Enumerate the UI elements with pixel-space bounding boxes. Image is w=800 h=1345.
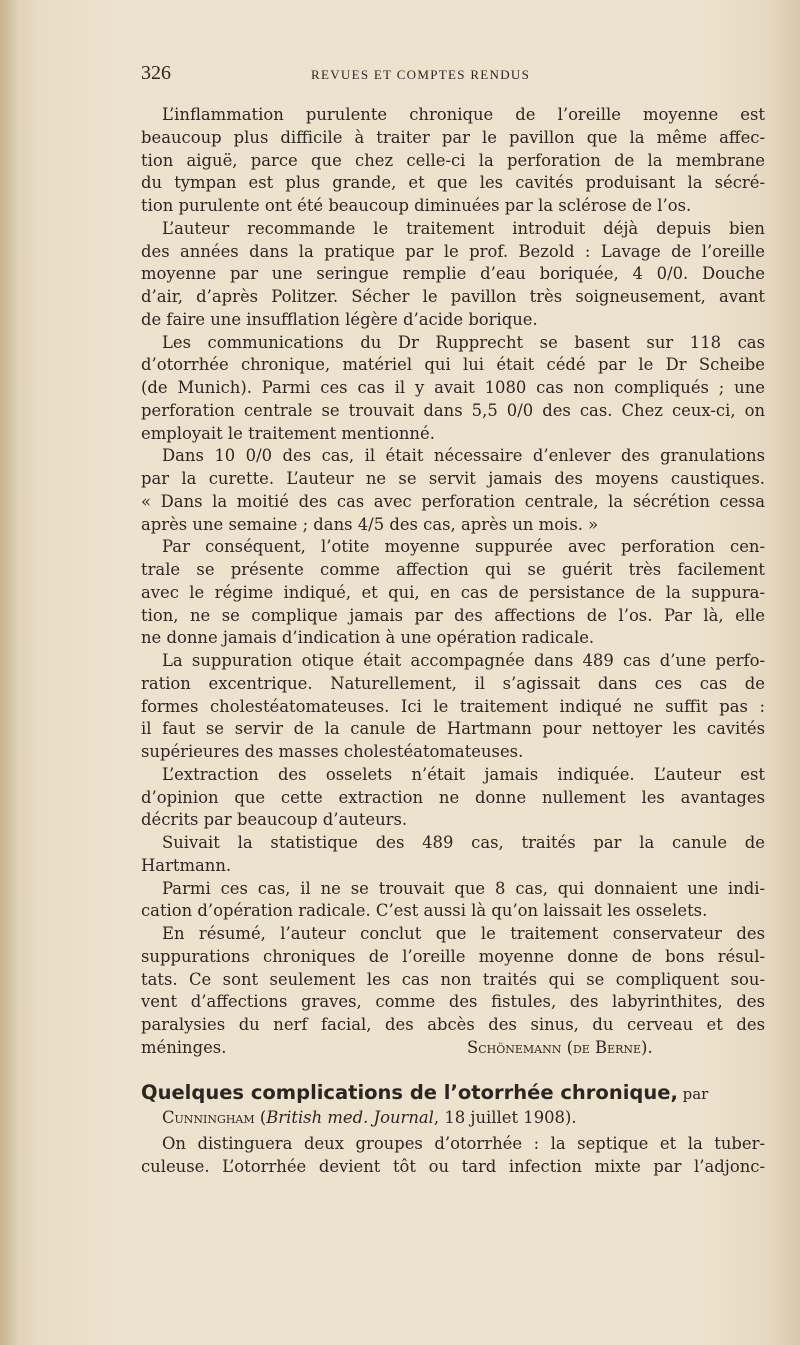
text-line: d’air, d’après Politzer. Sécher le pavillon très soigneusement, avant bbox=[141, 287, 765, 306]
text-line: perforation centrale se trouvait dans 5,5 0/0 des cas. Chez ceux-ci, on bbox=[141, 400, 765, 420]
text-line: suppurations chroniques de l’oreille moyenne donne de bons résul- bbox=[141, 946, 765, 966]
article-by: par bbox=[677, 1085, 709, 1103]
text-line: L’inflammation purulente chronique de l’oreille moyenne est bbox=[162, 105, 765, 124]
article-body bbox=[141, 104, 765, 1060]
text-line: L’auteur recommande le traitement introduit déjà depuis bien bbox=[162, 218, 765, 238]
text-line: beaucoup plus difficile à traiter par le pavillon que la même affec- bbox=[141, 127, 765, 147]
text-line: cation d’opération radicale. C’est aussi là qu’on laissait les osselets. bbox=[141, 901, 708, 921]
text-line: paralysies du nerf facial, des abcès des sinus, du cerveau et des bbox=[141, 1015, 765, 1034]
text-line: supérieures des masses cholestéatomateuses. bbox=[141, 742, 524, 761]
text-line: En résumé, l’auteur conclut que le traitement conservateur des bbox=[162, 924, 765, 943]
text-line: avec le régime indiqué, et qui, en cas de persistance de la suppura- bbox=[141, 582, 765, 602]
text-line: tion purulente ont été beaucoup diminuées par la sclérose de l’os. bbox=[141, 196, 692, 215]
text-line: ration excentrique. Naturellement, il s’agissait dans ces cas de bbox=[141, 673, 765, 693]
text-line: du tympan est plus grande, et que les cavités produisant la sécré- bbox=[141, 173, 765, 193]
text-line: La suppuration otique était accompagnée dans 489 cas d’une perfo- bbox=[162, 651, 765, 670]
article-source: (British med. Journal, 18 juillet 1908). bbox=[254, 1108, 577, 1127]
closing-word: méninges. bbox=[141, 1037, 227, 1057]
text-line: Dans 10 0/0 des cas, il était nécessaire d’enlever des granulations bbox=[162, 446, 765, 466]
signature-line bbox=[141, 1037, 765, 1060]
text-line: tion aiguë, parce que chez celle-ci la perforation de la membrane bbox=[141, 150, 765, 170]
text-line: de faire une insufflation légère d’acide borique. bbox=[141, 309, 538, 329]
text-line: (de Munich). Parmi ces cas il y avait 1080 cas non compliqués ; une bbox=[141, 378, 765, 397]
text-line: par la curette. L’auteur ne se servit jamais des moyens caustiques. bbox=[141, 469, 765, 488]
article2-body bbox=[141, 1133, 765, 1179]
text-line: moyenne par une seringue remplie d’eau boriquée, 4 0/0. Douche bbox=[141, 264, 765, 284]
text-line: Parmi ces cas, il ne se trouvait que 8 cas, qui donnaient une indi- bbox=[162, 878, 765, 898]
text-line: employait le traitement mentionné. bbox=[141, 423, 435, 443]
text-line: d’opinion que cette extraction ne donne nullement les avantages bbox=[141, 787, 765, 807]
text-line: Suivait la statistique des 489 cas, traités par la canule de bbox=[162, 833, 765, 852]
text-line: formes cholestéatomateuses. Ici le traitement indiqué ne suffit pas : bbox=[141, 696, 765, 716]
text-line: On distinguera deux groupes d’otorrhée : la septique et la tuber- bbox=[162, 1134, 765, 1153]
text-line: Par conséquent, l’otite moyenne suppurée avec perforation cen- bbox=[162, 537, 765, 557]
text-line: d’otorrhée chronique, matériel qui lui était cédé par le Dr Scheibe bbox=[141, 355, 765, 375]
article-heading bbox=[141, 1081, 765, 1131]
page-number: 326 bbox=[141, 62, 171, 84]
page-gutter-shadow bbox=[0, 0, 18, 1345]
text-line: Les communications du Dr Rupprecht se basent sur 118 cas bbox=[162, 332, 765, 352]
text-line: tion, ne se complique jamais par des affections de l’os. Par là, elle bbox=[141, 605, 765, 625]
article-title: Quelques complications de l’otorrhée chronique, bbox=[141, 1081, 678, 1104]
review-author: Schönemann (de Berne). bbox=[467, 1037, 653, 1057]
text-line: Hartmann. bbox=[141, 855, 232, 875]
text-line: L’extraction des osselets n’était jamais indiquée. L’auteur est bbox=[162, 764, 765, 784]
text-line: culeuse. L’otorrhée devient tôt ou tard infection mixte par l’adjonc- bbox=[141, 1156, 765, 1176]
running-head bbox=[141, 62, 763, 86]
text-line: vent d’affections graves, comme des fistules, des labyrinthites, des bbox=[141, 992, 765, 1012]
text-line: décrits par beaucoup d’auteurs. bbox=[141, 810, 408, 830]
text-line: trale se présente comme affection qui se guérit très facilement bbox=[141, 560, 765, 579]
text-line: « Dans la moitié des cas avec perforation centrale, la sécrétion cessa bbox=[141, 491, 765, 511]
text-line: des années dans la pratique par le prof. Bezold : Lavage de l’oreille bbox=[141, 241, 765, 261]
text-line: ne donne jamais d’indication à une opération radicale. bbox=[141, 628, 595, 648]
text-line: après une semaine ; dans 4/5 des cas, après un mois. » bbox=[141, 514, 599, 534]
article-author: Cunningham bbox=[162, 1108, 255, 1127]
running-title: REVUES ET COMPTES RENDUS bbox=[311, 67, 531, 82]
text-line: tats. Ce sont seulement les cas non traités qui se compliquent sou- bbox=[141, 969, 765, 989]
text-line: il faut se servir de la canule de Hartmann pour nettoyer les cavités bbox=[141, 719, 765, 739]
